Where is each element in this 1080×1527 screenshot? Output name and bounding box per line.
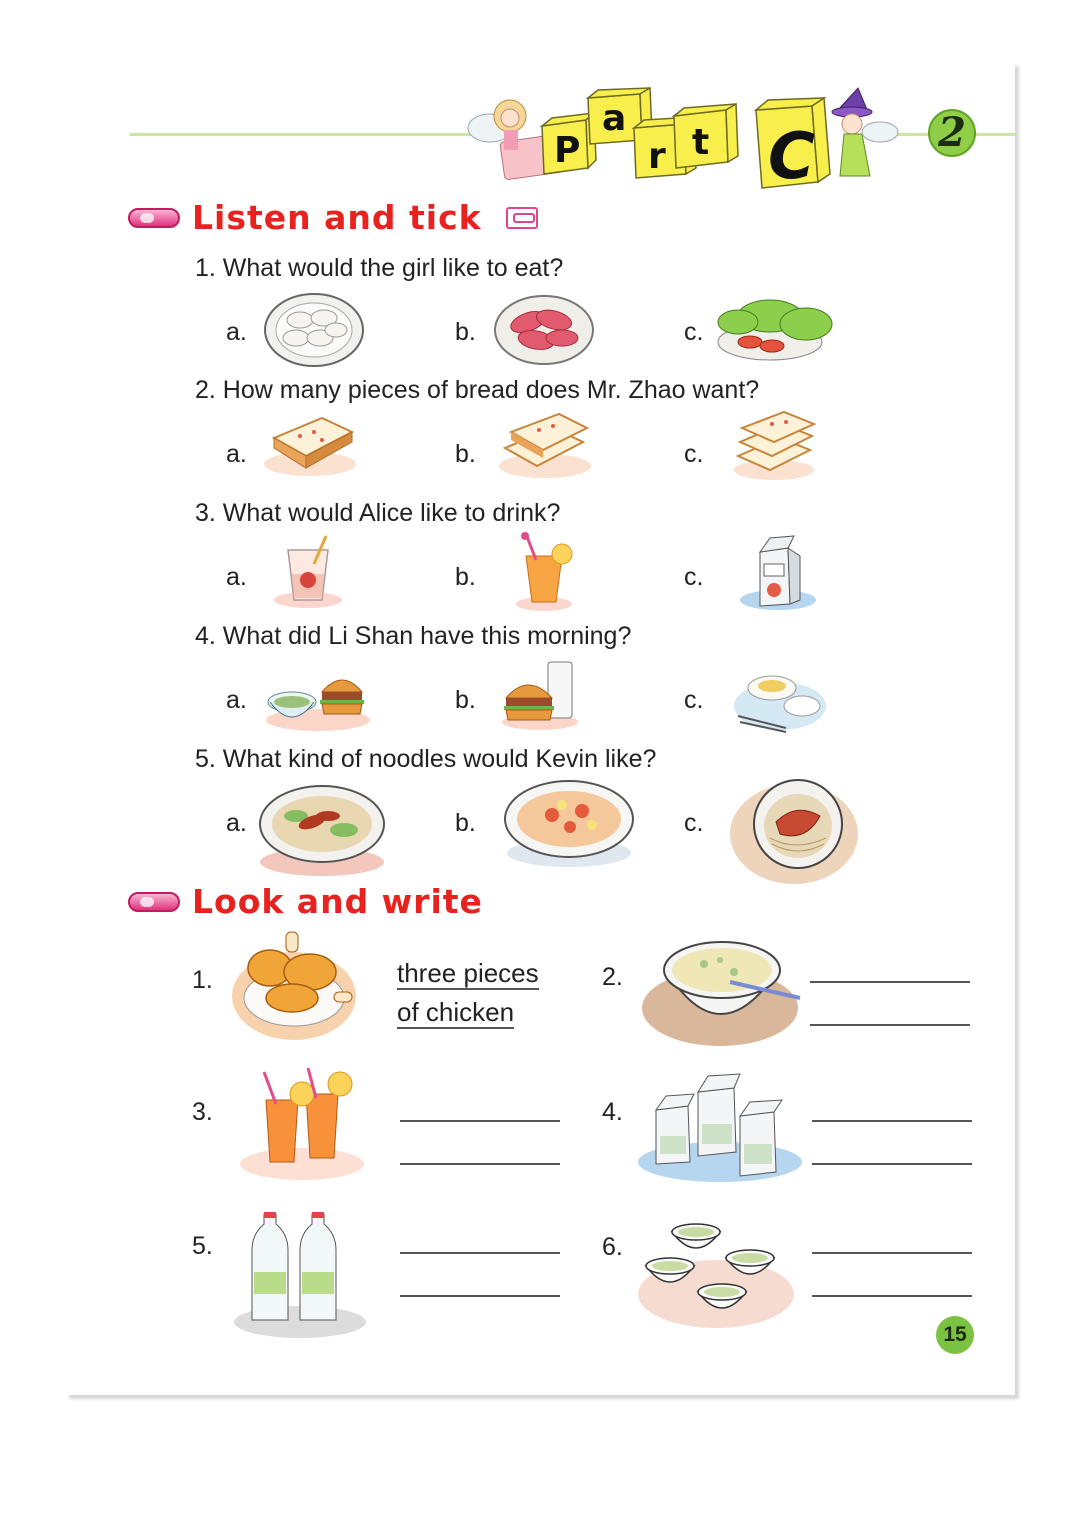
write-item-3-blank-2[interactable] <box>400 1163 560 1165</box>
q1-option-c[interactable]: c. <box>684 318 704 346</box>
q2-option-a[interactable]: a. <box>226 440 247 468</box>
question-1: 1. What would the girl like to eat? <box>195 254 564 282</box>
q3-option-c[interactable]: c. <box>684 563 704 591</box>
part-c-banner <box>460 86 900 196</box>
two-juice-glasses-icon <box>236 1066 366 1182</box>
q3-option-b[interactable]: b. <box>455 563 476 591</box>
three-bread-slices-icon[interactable] <box>730 410 820 482</box>
tomato-egg-noodles-icon[interactable] <box>500 775 638 871</box>
rice-meal-icon[interactable] <box>728 662 828 736</box>
burger-and-milk-icon[interactable] <box>500 658 584 732</box>
milk-carton-icon[interactable] <box>738 534 820 614</box>
tea-glass-icon[interactable] <box>270 534 350 610</box>
witch-girl-icon <box>832 88 898 176</box>
write-item-4-blank-1[interactable] <box>812 1120 972 1122</box>
write-item-4-blank-2[interactable] <box>812 1163 972 1165</box>
q5-option-c[interactable]: c. <box>684 809 704 837</box>
section-letter-c: C <box>768 120 815 194</box>
chicken-legs-icon <box>230 928 360 1040</box>
q5-option-b[interactable]: b. <box>455 809 476 837</box>
part-letter-r: r <box>648 136 666 177</box>
write-item-3-blank-1[interactable] <box>400 1120 560 1122</box>
write-item-2-number: 2. <box>602 963 623 991</box>
beef-noodles-icon[interactable] <box>256 780 390 880</box>
write-item-5-blank-1[interactable] <box>400 1252 560 1254</box>
soup-bowl-icon <box>640 928 806 1048</box>
q1-option-b[interactable]: b. <box>455 318 476 346</box>
write-item-6-number: 6. <box>602 1233 623 1261</box>
two-bread-slices-icon[interactable] <box>495 408 595 480</box>
dumplings-icon[interactable] <box>262 290 366 370</box>
meat-plate-icon[interactable] <box>492 290 596 370</box>
cassette-icon <box>506 207 538 229</box>
one-bread-slice-icon[interactable] <box>260 412 360 480</box>
part-letter-a: a <box>602 98 627 139</box>
write-item-2-blank-1[interactable] <box>810 981 970 983</box>
q2-option-b[interactable]: b. <box>455 440 476 468</box>
part-letter-p: P <box>554 130 581 171</box>
q3-option-a[interactable]: a. <box>226 563 247 591</box>
write-item-1-number: 1. <box>192 966 213 994</box>
write-item-6-blank-1[interactable] <box>812 1252 972 1254</box>
write-item-5-blank-2[interactable] <box>400 1295 560 1297</box>
q4-option-b[interactable]: b. <box>455 686 476 714</box>
q5-option-a[interactable]: a. <box>226 809 247 837</box>
page-number: 15 <box>936 1316 974 1354</box>
q4-option-c[interactable]: c. <box>684 686 704 714</box>
question-2: 2. How many pieces of bread does Mr. Zhao want? <box>195 376 760 404</box>
write-item-2-blank-2[interactable] <box>810 1024 970 1026</box>
write-item-4-number: 4. <box>602 1098 623 1126</box>
soup-bowls-icon <box>636 1212 796 1336</box>
header-line-left <box>130 133 480 136</box>
orange-juice-icon[interactable] <box>512 530 580 612</box>
question-3: 3. What would Alice like to drink? <box>195 499 561 527</box>
write-item-6-blank-2[interactable] <box>812 1295 972 1297</box>
write-item-1-answer-line-1[interactable]: three pieces <box>397 958 539 988</box>
unit-number-badge: 2 <box>928 109 976 157</box>
part-letter-t: t <box>692 122 710 163</box>
question-4: 4. What did Li Shan have this morning? <box>195 622 632 650</box>
chicken-noodles-icon[interactable] <box>726 772 862 890</box>
write-item-5-number: 5. <box>192 1232 213 1260</box>
listen-section-title: Listen and tick <box>192 198 482 237</box>
look-section-title: Look and write <box>192 882 483 921</box>
write-item-3-number: 3. <box>192 1098 213 1126</box>
look-section-icon <box>128 892 180 912</box>
q2-option-c[interactable]: c. <box>684 440 704 468</box>
q4-option-a[interactable]: a. <box>226 686 247 714</box>
soup-and-burger-icon[interactable] <box>262 662 374 732</box>
water-bottles-icon <box>230 1210 370 1340</box>
question-5: 5. What kind of noodles would Kevin like? <box>195 745 657 773</box>
listen-section-icon <box>128 208 180 228</box>
q1-option-a[interactable]: a. <box>226 318 247 346</box>
write-item-1-answer-line-2[interactable]: of chicken <box>397 997 515 1027</box>
milk-cartons-icon <box>636 1072 804 1184</box>
vegetables-plate-icon[interactable] <box>710 294 840 366</box>
